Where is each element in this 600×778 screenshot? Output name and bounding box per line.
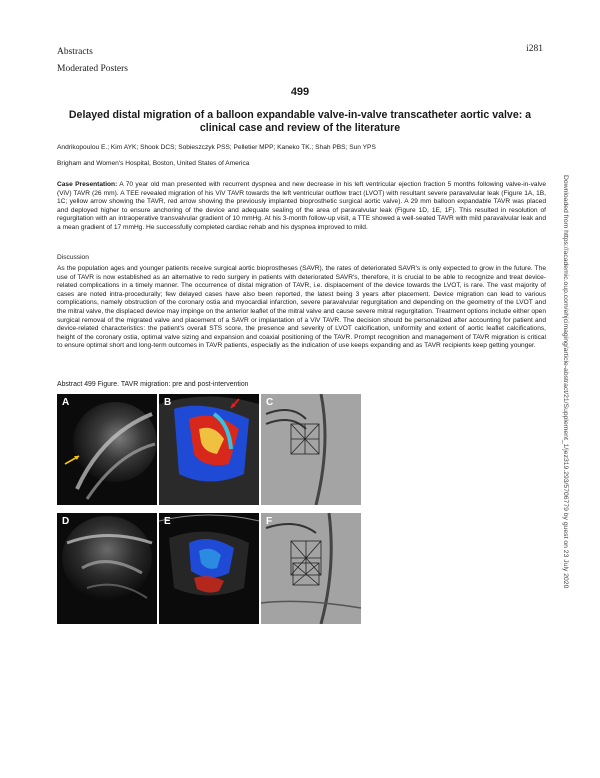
- panel-label-b: B: [164, 397, 172, 408]
- fluoro-image-f: [261, 513, 361, 624]
- case-label: Case Presentation:: [57, 181, 118, 188]
- panel-label-a: A: [62, 397, 70, 408]
- figure-panel-b: [159, 394, 259, 505]
- page-number: i281: [526, 44, 543, 54]
- figure-panel-a: [57, 394, 157, 505]
- doppler-image-b: [159, 394, 259, 505]
- discussion-text: As the population ages and younger patients receive surgical aortic bioprostheses (SAVR), the rates of deteriorated SAVR's is only expected to grow in the future. The use of TAVR is now established as an alternative to redo surgery in patients with deteriorated SAVR's, therefore, it is crucial to be able to recognize and treat device-related complications in a timely manner. The occurrence of distal migration of TAVR, i.e. displacement of the device towards the LVOT, is rare. The vast majority of cases are noted intra-procedurally; few delayed cases have also been reported, the latest being 3 years after placement. Device migration can lead to various complications, namely obstruction of the coronary ostia and myocardial infarction, severe paravalvular regurgitation and depending on the geometry of the LVOT and the mitral valve, the displaced device may impinge on the anterior leaflet of the mitral valve and cause severe mitral regurgitation. Treatment options include either open surgical removal of the migrated valve and placement of a SAVR or implantation of a ViV TAVR. The decision should be personalized after accounting for patient and device-related characteristics: the patient's overall STS score, the presence and severity of LVOT calcification, uniformity and extent of aortic leaflet calcifications, height of the coronary ostia, optimal valve sizing and expansion and coaxial positioning of the TAVR. Prompt recognition and management of TAVR migration is critical to ensure optimal short and long-term outcomes in TAVR patients, especially as the indication of use keeps expanding and as TAVR recipients keep getting younger.: [57, 265, 546, 350]
- download-watermark: Downloaded from https://academic.oup.com/ehjcimaging/article-abstract/21/Supplement_1/jez319.293/5706779 by guest on 23 July 2020: [562, 175, 569, 589]
- echo-image-a: [57, 394, 157, 505]
- panel-label-d: D: [62, 516, 70, 527]
- panel-label-f: F: [266, 516, 273, 527]
- affiliation: Brigham and Women's Hospital, Boston, United States of America: [57, 160, 250, 167]
- panel-label-e: E: [164, 516, 171, 527]
- doppler-image-e: [159, 513, 259, 624]
- case-presentation: [57, 181, 546, 233]
- figure-panel-c: [261, 394, 361, 505]
- figure-panel-d: [57, 513, 157, 624]
- figure-grid: [57, 394, 361, 624]
- fluoro-image-c: [261, 394, 361, 505]
- running-header: [57, 44, 128, 78]
- figure-caption: Abstract 499 Figure. TAVR migration: pre and post-intervention: [57, 381, 249, 388]
- echo-image-d: [57, 513, 157, 624]
- abstract-title: Delayed distal migration of a balloon expandable valve-in-valve transcatheter aortic valve: a clinical case and review of the literature: [68, 109, 532, 134]
- figure-panel-e: [159, 513, 259, 624]
- discussion-heading: Discussion: [57, 254, 89, 261]
- figure-panel-f: [261, 513, 361, 624]
- panel-label-c: C: [266, 397, 274, 408]
- journal-section: Abstracts: [57, 47, 93, 57]
- abstract-number: 499: [290, 86, 310, 98]
- authors: Andrikopoulou E.; Kim AYK; Shook DCS; Sobieszczyk PSS; Pelletier MPP; Kaneko TK.; Shah PBS; Sun YPS: [57, 144, 376, 151]
- subsection: Moderated Posters: [57, 64, 128, 74]
- case-text: A 70 year old man presented with recurrent dyspnea and new decrease in his left ventricular ejection fraction 5 months following valve-in-valve (ViV) TAVR (26 mm). A TEE revealed migration of his ViV TAVR towards the left ventricular outflow tract (LVOT) with resultant severe paravalvular leak (Figure 1A, 1B, 1C; yellow arrow showing the TAVR, red arrow showing the previously implanted bioprosthetic surgical aortic valve). A 29 mm balloon expandable TAVR was placed and deployed higher to ensure anchoring of the device and adequate sealing of the area of paravalvular leak (Figure 1D, 1E, 1F). This resulted in resolution of regurgitation with an intraoperative transvalvular gradient of 10 mmHg. At his 3-month follow-up visit, a TTE showed a well-seated TAVR with mild paravalvular leak and a mean gradient of 17 mmHg. He successfully completed cardiac rehab and his dyspnea improved to mild.: [57, 181, 546, 231]
